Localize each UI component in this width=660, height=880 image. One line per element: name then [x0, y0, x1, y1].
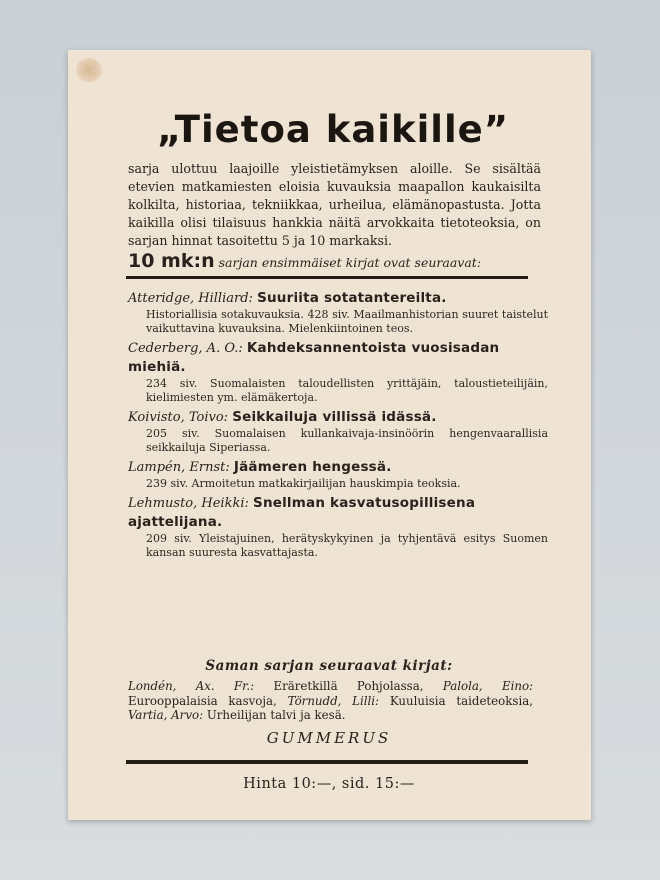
bottom-divider — [126, 760, 528, 764]
intro-paragraph: sarja ulottuu laajoille yleistietämyksen aloille. Se sisältää etevien matkamiesten eloisia kuvauksia maapallon kaukaisilta kolkilta, historiaa, tekniikkaa, urheilua, elämänopastusta. Jotta kaikilla olisi tilaisuus hankkia näitä arvokkaita tietoteoksia, on sarjan hinnat tasoitettu 5 ja 10 markaksi. — [128, 161, 541, 248]
series-title: „Tietoa kaikille” — [156, 108, 510, 151]
book-title: Suuriita sotatantereilta. — [257, 290, 447, 306]
price-amount: 10 mk:n — [128, 250, 215, 272]
book-title: Snellman kasvatusopillisena ajattelijana. — [128, 495, 476, 530]
publisher-name: GUMMERUS — [266, 729, 392, 747]
book-list — [128, 289, 548, 563]
series-author: Palola, Eino: — [442, 679, 534, 693]
book-description: 234 siv. Suomalaisten taloudellisten yrittäjäin, taloustieteilijäin, kielimiesten ym. elämäkertoja. — [146, 377, 548, 404]
top-divider — [126, 276, 528, 279]
book-title: Jäämeren hengessä. — [233, 459, 392, 475]
book-entry — [128, 289, 548, 336]
price-caption: sarjan ensimmäiset kirjat ovat seuraavat: — [218, 255, 482, 270]
series-title-item: Urheilijan talvi ja kesä. — [206, 708, 346, 722]
price-heading — [128, 250, 548, 272]
book-entry — [128, 494, 548, 560]
book-title: Seikkailuja villissä idässä. — [232, 409, 437, 425]
book-entry — [128, 458, 548, 491]
series-author: Vartia, Arvo: — [128, 708, 204, 722]
price-line: Hinta 10:—, sid. 15:— — [243, 776, 415, 792]
book-description: 205 siv. Suomalaisen kullankaivaja-insinöörin hengenvaarallisia seikkailuja Siperiassa. — [146, 427, 548, 454]
book-description: 239 siv. Armoitetun matkakirjailijan hauskimpia teoksia. — [146, 477, 461, 490]
series-list — [128, 679, 533, 723]
book-author: Atteridge, Hilliard: — [128, 291, 253, 306]
book-author: Lampén, Ernst: — [128, 460, 230, 475]
book-back-cover — [68, 50, 591, 820]
series-author: Törnudd, Lilli: — [287, 693, 380, 708]
book-title: Kahdeksannentoista vuosisadan miehiä. — [128, 340, 500, 375]
stain-mark — [76, 58, 102, 82]
series-title-item: Eräretkillä Pohjolassa, — [273, 679, 424, 693]
book-author: Cederberg, A. O.: — [128, 341, 243, 356]
book-author: Lehmusto, Heikki: — [128, 496, 249, 511]
book-entry — [128, 339, 548, 405]
book-author: Koivisto, Toivo: — [128, 410, 229, 425]
book-description: Historiallisia sotakuvauksia. 428 siv. Maailmanhistorian suuret taistelut vaikuttavina kuvauksina. Mielenkiintoinen teos. — [146, 308, 548, 335]
series-heading: Saman sarjan seuraavat kirjat: — [205, 658, 453, 674]
book-entry — [128, 408, 548, 455]
series-author: Londén, Ax. Fr.: — [128, 679, 255, 693]
series-title-item: Eurooppalaisia kasvoja, — [128, 693, 277, 708]
book-description: 209 siv. Yleistajuinen, herätyskykyinen ja tyhjentävä esitys Suomen kansan suuresta kasvattajasta. — [146, 532, 548, 559]
series-title-item: Kuuluisia taideteoksia, — [389, 693, 534, 708]
